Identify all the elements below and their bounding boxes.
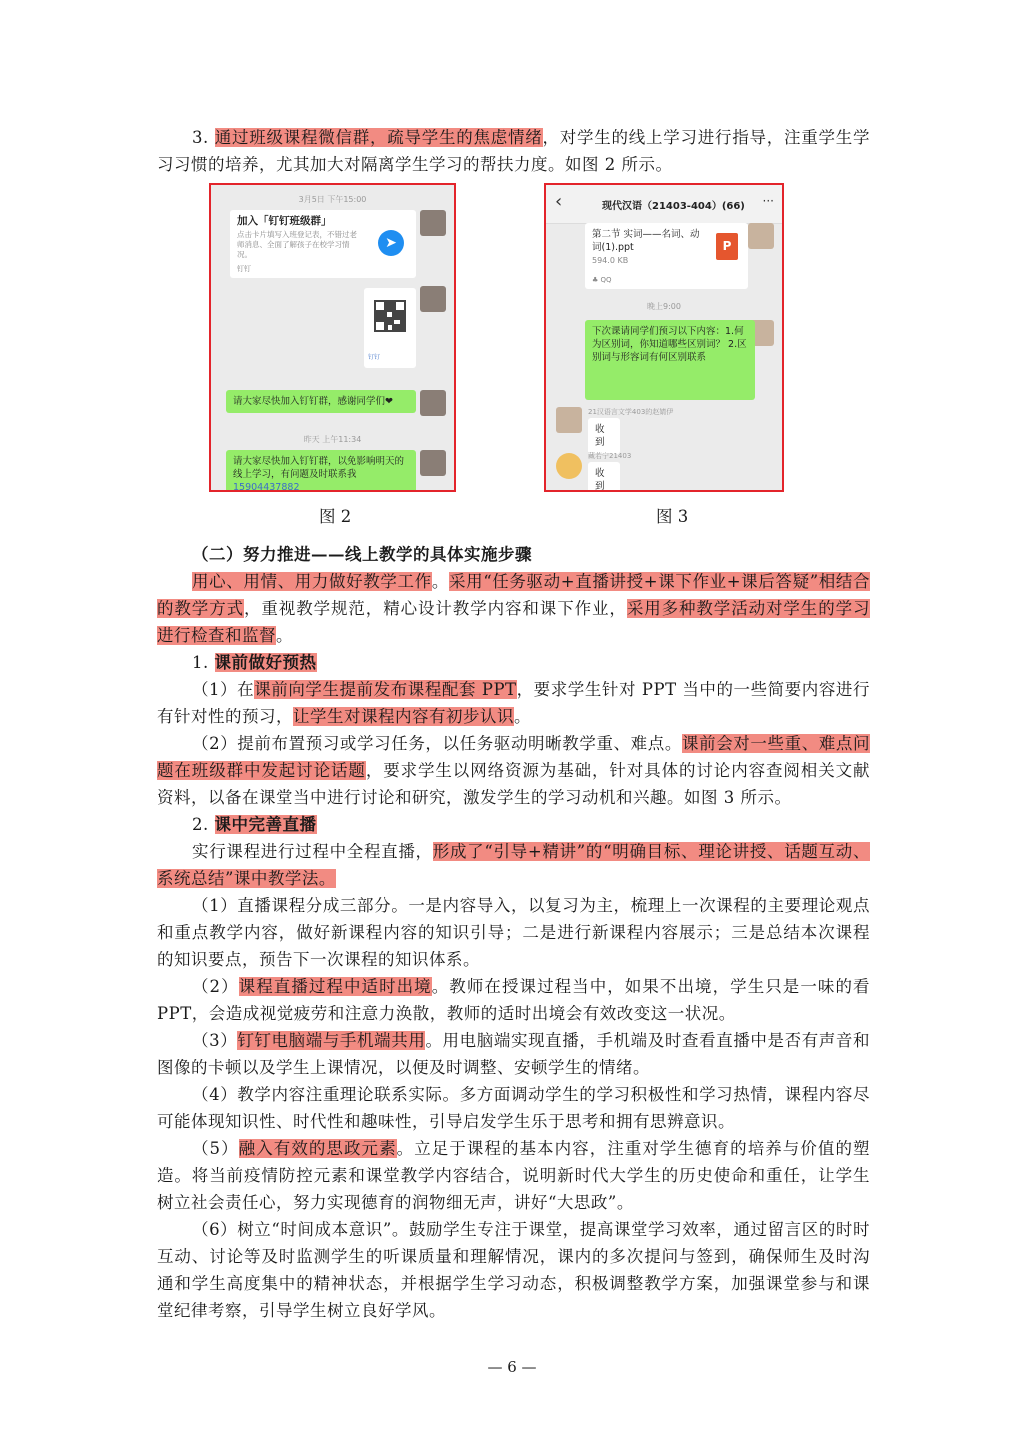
page-number: — 6 — [487, 1358, 537, 1376]
avatar [556, 453, 582, 479]
figure-2-caption: 图 2 [319, 507, 352, 526]
highlight: 课前会对一些重、难点问题在班级群中发起讨论话题 [157, 734, 871, 780]
dingtalk-card: 加入「钉钉班级群」 点击卡片填写入班登记表，不错过老师消息、全面了解孩子在校学习情况。 ➤ 钉钉 [230, 210, 416, 278]
chat-title: 现代汉语（21403-404）(66) [602, 201, 745, 212]
highlight: 融入有效的思政元素 [238, 1139, 397, 1158]
highlight: 课程直播过程中适时出境 [238, 977, 432, 996]
highlight: 采用多种教学活动对学生的学习进行检查和监督 [157, 599, 871, 645]
paragraph-pre-1: （1）在课前向学生提前发布课程配套 PPT，要求学生针对 PPT 当中的一些简要内容进行有针对性的预习，让学生对课程内容有初步认识。 [157, 680, 870, 726]
paragraph-item-2: （2）课程直播过程中适时出境。教师在授课过程当中，如果不出境，学生只是一味的看 PPT，会造成视觉疲劳和注意力涣散，教师的适时出境会有效改变这一状况。 [157, 977, 871, 1023]
timestamp: 3月5日 下午15:00 [298, 195, 367, 204]
avatar [748, 223, 774, 249]
highlight: 采用“任务驱动+直播讲授+课下作业+课后答疑”相结合的教学方式 [157, 572, 871, 618]
chat-message: 收到 [588, 462, 620, 492]
subheading-in-class: 2. 课中完善直播 [192, 815, 317, 834]
avatar [420, 390, 446, 416]
paragraph-item-6: （6）树立“时间成本意识”。鼓励学生专注于课堂，提高课堂学习效率，通过留言区的时时互动、讨论等及时监测学生的听课质量和理解情况，课内的多次提问与签到，确保师生及时沟通和学生高度集中的精神状态，并根据学生学习动态，积极调整教学方案，加强课堂参与和课堂纪律考察，引导学生树立良好学风。 [157, 1220, 870, 1320]
chat-message: 请大家尽快加入钉钉群，感谢同学们❤ [226, 390, 416, 413]
avatar [420, 450, 446, 476]
figure-3-screenshot [544, 183, 784, 492]
chat-message: 下次课请同学们预习以下内容：1.何为区别词，你知道哪些区别词？ 2.区别词与形容词有何区别联系 [585, 320, 755, 400]
highlight: 通过班级课程微信群，疏导学生的焦虑情绪 [214, 128, 543, 147]
highlight: 钉钉电脑端与手机端共用 [237, 1031, 426, 1050]
paragraph-item-1: （1）直播课程分成三部分。一是内容导入，以复习为主，梳理上一次课程的主要理论观点和重点教学内容，做好新课程内容的知识引导；二是进行新课程内容展示；三是总结本次课程的知识要点，预告下一次课程的知识体系。 [157, 896, 870, 969]
highlight: 用心、用情、用力做好教学工作 [192, 572, 432, 591]
paragraph-live: 实行课程进行过程中全程直播，形成了“引导+精讲”的“明确目标、理论讲授、话题互动、系统总结”课中教学法。 [157, 842, 871, 888]
sender-name: 藏若宁21403 [588, 452, 632, 460]
dingtalk-logo-icon: ➤ [378, 230, 404, 256]
highlight: 形成了“引导+精讲”的“明确目标、理论讲授、话题互动、系统总结”课中教学法。 [157, 842, 871, 888]
file-message[interactable]: 第二节 实词——名词、动词(1).ppt 594.0 KB P ♣ QQ [585, 223, 748, 289]
paragraph-pre-2: （2）提前布置预习或学习任务，以任务驱动明晰教学重、难点。课前会对一些重、难点问题在班级群中发起讨论话题，要求学生以网络资源为基础，针对具体的讨论内容查阅相关文献资料，以备在课堂当中进行讨论和研究，激发学生的学习动机和兴趣。如图 3 所示。 [157, 734, 871, 807]
paragraph-item-4: （4）教学内容注重理论联系实际。多方面调动学生的学习积极性和学习热情，课程内容尽可能体现知识性、时代性和趣味性，引导启发学生乐于思考和拥有思辨意识。 [157, 1085, 870, 1131]
section-heading: （二）努力推进——线上教学的具体实施步骤 [192, 545, 532, 564]
chat-message: 请大家尽快加入钉钉群，以免影响明天的线上学习，有问题及时联系我 15904437882 [226, 450, 416, 492]
more-icon[interactable]: ··· [762, 194, 774, 208]
highlight: 让学生对课程内容有初步认识 [293, 707, 514, 726]
figure-2-screenshot [209, 183, 456, 492]
qr-code-icon [368, 292, 412, 338]
avatar [556, 407, 582, 433]
ppt-file-icon: P [716, 233, 738, 260]
figure-3-caption: 图 3 [656, 507, 689, 526]
paragraph-item-5: （5）融入有效的思政元素。立足于课程的基本内容，注重对学生德育的培养与价值的塑造。将当前疫情防控元素和课堂教学内容结合，说明新时代大学生的历史使命和重任，让学生树立社会责任心，努力实现德育的润物细无声，讲好“大思政”。 [157, 1139, 871, 1212]
file-source: ♣ QQ [592, 276, 612, 284]
highlight: 课前向学生提前发布课程配套 PPT [254, 680, 517, 699]
qr-code-image: 钉钉 [364, 288, 416, 368]
timestamp: 晚上9:00 [647, 302, 681, 311]
avatar [420, 286, 446, 312]
highlight: 课前做好预热 [214, 653, 317, 672]
paragraph-wechat-group: 3. 通过班级课程微信群，疏导学生的焦虑情绪，对学生的线上学习进行指导，注重学生学习习惯的培养，尤其加大对隔离学生学习的帮扶力度。如图 2 所示。 [157, 128, 870, 174]
sender-name: 21汉语言文学403的赵婧伊 [588, 408, 674, 416]
phone-link[interactable]: 15904437882 [233, 482, 300, 492]
highlight: 课中完善直播 [214, 815, 317, 834]
avatar [420, 210, 446, 236]
paragraph-item-3: （3）钉钉电脑端与手机端共用。用电脑端实现直播，手机端及时查看直播中是否有声音和图像的卡顿以及学生上课情况，以便及时调整、安顿学生的情绪。 [157, 1031, 871, 1077]
subheading-pre-class: 1. 课前做好预热 [192, 653, 317, 672]
paragraph-intro: 用心、用情、用力做好教学工作。采用“任务驱动+直播讲授+课下作业+课后答疑”相结合的教学方式，重视教学规范，精心设计教学内容和课下作业，采用多种教学活动对学生的学习进行检查和监督。 [157, 572, 871, 645]
chat-header [546, 185, 782, 224]
timestamp: 昨天 上午11:34 [303, 435, 362, 444]
chat-message: 收到 [588, 418, 620, 454]
back-icon[interactable]: ‹ [555, 191, 563, 212]
